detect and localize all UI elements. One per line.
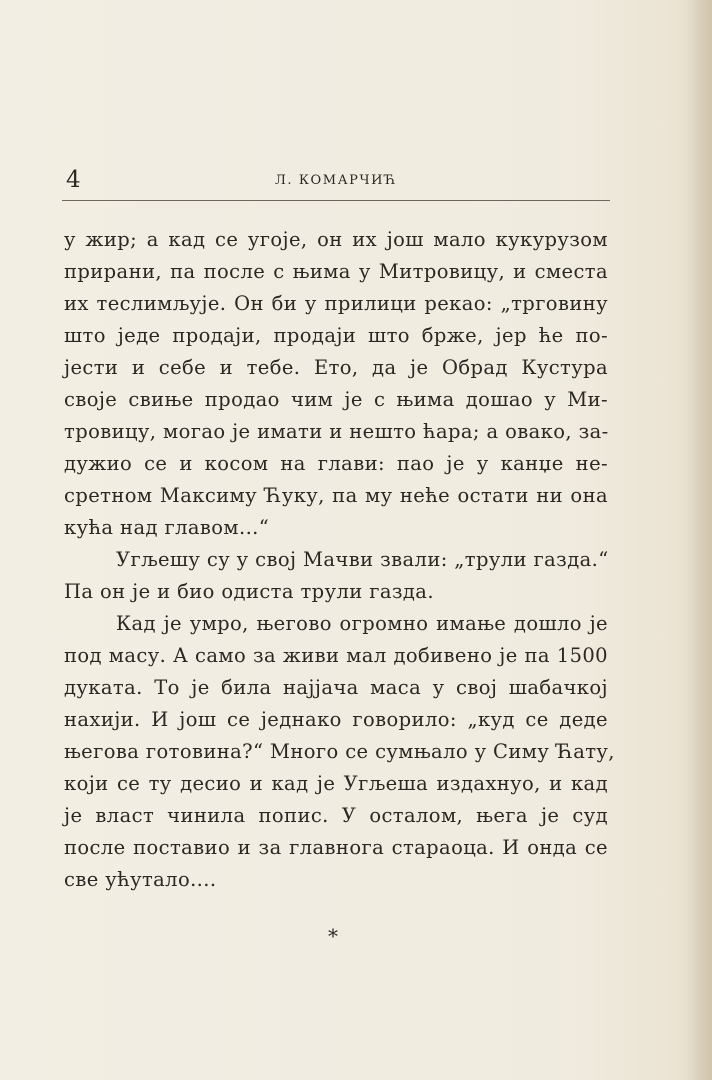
text-line-paragraph-start: Кад је умро, његово огромно имање дошло је	[116, 612, 608, 635]
page-edge-shadow	[690, 0, 712, 1080]
text-line: његова готовина?“ Много се сумњало у Симу Ћату,	[64, 740, 615, 763]
text-line: дуката. То је била најјача маса у свој шабачкој	[64, 676, 608, 699]
text-line: под масу. А само за живи мал добивено је па 1500	[64, 644, 608, 667]
text-line-paragraph-end: Па он је и био одиста трули газда.	[64, 580, 434, 603]
text-line: их теслимљује. Он би у прилици рекао: „трговину	[64, 292, 608, 315]
body-text	[64, 224, 615, 896]
text-line: који се ту десио и кад је Угљеша издахнуо, и кад	[64, 772, 608, 795]
text-line-paragraph-end: све ућутало....	[64, 868, 217, 891]
text-line: прирани, па после с њима у Митровицу, и сместа	[64, 260, 608, 283]
text-line: после поставио и за главнога стараоца. И онда се	[64, 836, 608, 859]
text-line: дужио се и косом на глави: пао је у канџе не-	[64, 452, 608, 475]
text-line: јести и себе и тебе. Ето, да је Обрад Кустура	[64, 356, 608, 379]
text-line-paragraph-start: Угљешу су у свој Мачви звали: „трули газда.“	[116, 548, 609, 571]
text-line: нахији. И још се једнако говорило: „куд се деде	[64, 708, 608, 731]
section-break-asterisk: *	[328, 924, 338, 948]
page-number: 4	[66, 167, 81, 193]
text-line-paragraph-end: кућа над главом...“	[64, 516, 270, 539]
page-header	[62, 166, 610, 201]
running-head: Л. КОМАРЧИЋ	[274, 173, 398, 188]
text-line: тровицу, могао је имати и нешто ћара; а овако, за-	[64, 420, 609, 443]
text-line: у жир; а кад се угоје, он их још мало кукурузом	[64, 228, 608, 251]
text-line: је власт чинила попис. У осталом, њега је суд	[64, 804, 608, 827]
text-line: сретном Максиму Ћуку, па му неће остати ни она	[64, 484, 608, 507]
text-line: што једе продаји, продаји што брже, јер ће по-	[64, 324, 608, 347]
text-line: своје свиње продао чим је с њима дошао у Ми-	[64, 388, 608, 411]
